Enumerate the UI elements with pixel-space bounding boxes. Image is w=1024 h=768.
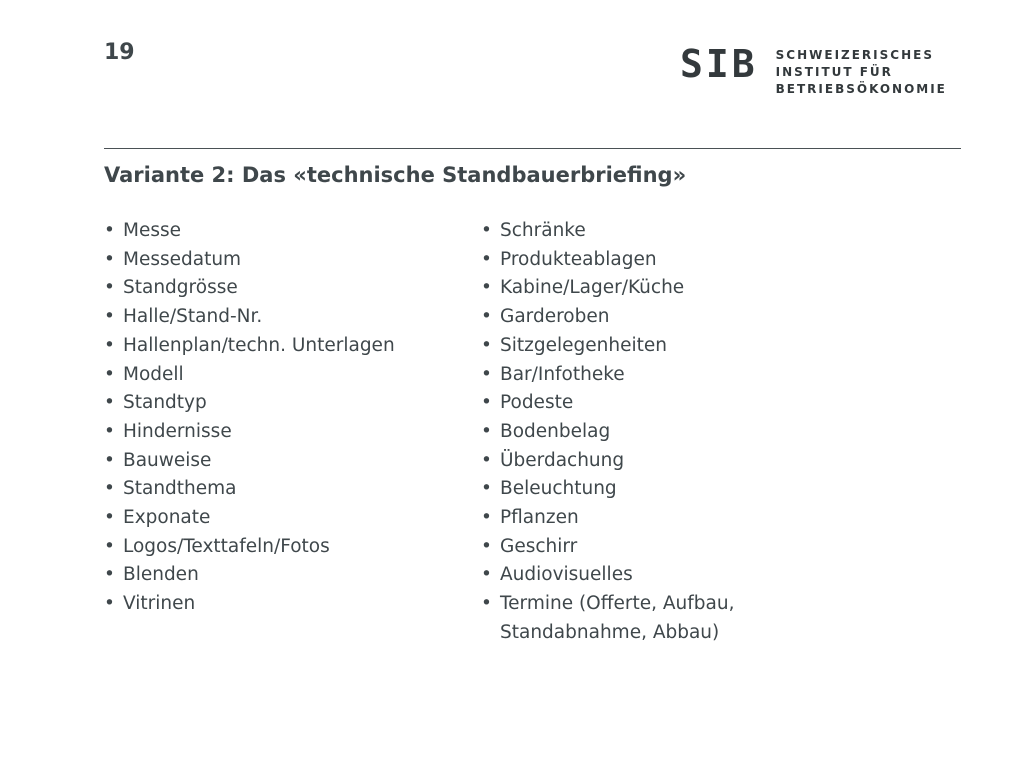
list-item: • Hallenplan/techn. Unterlagen bbox=[104, 332, 464, 361]
list-item: • Sitzgelegenheiten bbox=[481, 332, 801, 361]
list-item: • Bar/Infotheke bbox=[481, 361, 801, 390]
list-item: • Bauweise bbox=[104, 447, 464, 476]
list-item: • Messe bbox=[104, 217, 464, 246]
logo-line-3: BETRIEBSÖKONOMIE bbox=[775, 82, 947, 96]
list-item: • Geschirr bbox=[481, 533, 801, 562]
list-item: • Modell bbox=[104, 361, 464, 390]
page-number: 19 bbox=[104, 40, 135, 65]
right-bullet-list bbox=[481, 217, 801, 648]
list-item: • Blenden bbox=[104, 561, 464, 590]
list-item: • Schränke bbox=[481, 217, 801, 246]
slide-title: Variante 2: Das «technische Standbauerbriefing» bbox=[104, 163, 687, 187]
list-item: • Beleuchtung bbox=[481, 475, 801, 504]
list-item: • Messedatum bbox=[104, 246, 464, 275]
list-item: • Garderoben bbox=[481, 303, 801, 332]
list-item: • Pflanzen bbox=[481, 504, 801, 533]
list-item: • Überdachung bbox=[481, 447, 801, 476]
logo-line-1: SCHWEIZERISCHES bbox=[775, 48, 934, 62]
list-item: • Vitrinen bbox=[104, 590, 464, 619]
logo-wordmark bbox=[776, 44, 947, 98]
list-item: • Exponate bbox=[104, 504, 464, 533]
list-item: • Produkteablagen bbox=[481, 246, 801, 275]
header-divider bbox=[104, 148, 961, 149]
list-item: • Standtyp bbox=[104, 389, 464, 418]
sib-logo bbox=[680, 44, 947, 98]
list-item: • Standthema bbox=[104, 475, 464, 504]
logo-mark: SIB bbox=[680, 42, 758, 86]
list-item: • Bodenbelag bbox=[481, 418, 801, 447]
list-item: • Audiovisuelles bbox=[481, 561, 801, 590]
list-item: • Logos/Texttafeln/Fotos bbox=[104, 533, 464, 562]
left-bullet-list bbox=[104, 217, 464, 619]
list-item: • Podeste bbox=[481, 389, 801, 418]
list-item: • Kabine/Lager/Küche bbox=[481, 274, 801, 303]
list-item: • Standgrösse bbox=[104, 274, 464, 303]
list-item: • Halle/Stand-Nr. bbox=[104, 303, 464, 332]
logo-line-2: INSTITUT FÜR bbox=[775, 65, 893, 79]
list-item: • Hindernisse bbox=[104, 418, 464, 447]
list-item: • Termine (Offerte, Aufbau, Standabnahme, Abbau) bbox=[481, 590, 801, 647]
